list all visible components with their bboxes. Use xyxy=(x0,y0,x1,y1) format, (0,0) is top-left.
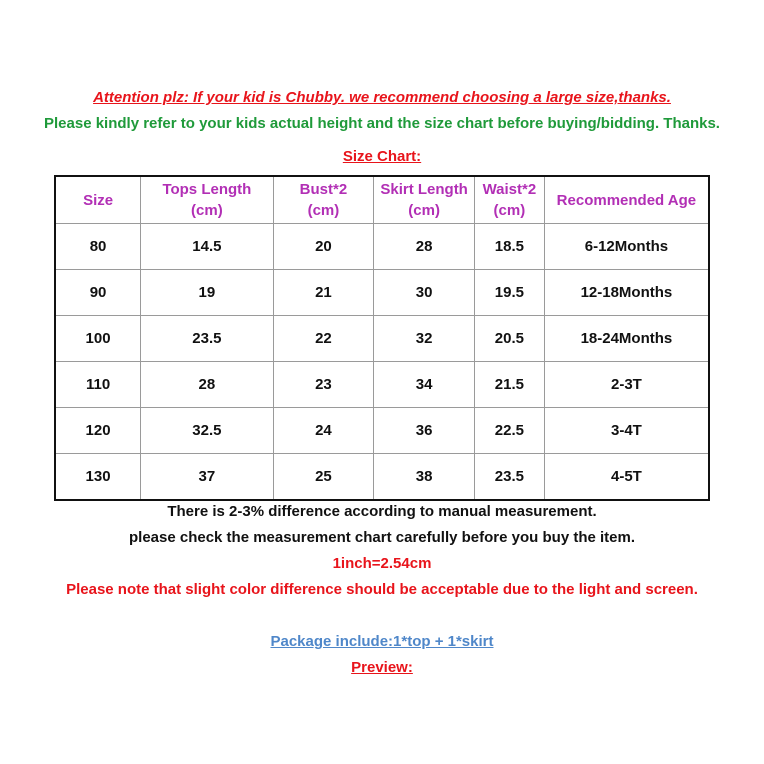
table-row xyxy=(55,454,709,501)
cell-size: 90 xyxy=(55,270,141,316)
header-tops-length: Tops Length (cm) xyxy=(141,176,273,224)
cell-skirt-length: 36 xyxy=(374,408,475,454)
cell-tops-length: 37 xyxy=(141,454,273,501)
attention-notice: Attention plz: If your kid is Chubby. we recommend choosing a large size,thanks. xyxy=(93,89,671,106)
cell-age: 3-4T xyxy=(544,408,709,454)
header-size: Size xyxy=(55,176,141,224)
cell-age: 4-5T xyxy=(544,454,709,501)
cell-tops-length: 23.5 xyxy=(141,316,273,362)
cell-size: 120 xyxy=(55,408,141,454)
measurement-difference-note: There is 2-3% difference according to manual measurement. xyxy=(167,503,597,520)
table-row xyxy=(55,362,709,408)
package-include: Package include:1*top + 1*skirt xyxy=(270,633,494,650)
check-chart-note: please check the measurement chart carefully before you buy the item. xyxy=(128,529,635,546)
header-waist: Waist*2 (cm) xyxy=(474,176,544,224)
cell-tops-length: 14.5 xyxy=(141,224,273,270)
header-skirt-length: Skirt Length (cm) xyxy=(374,176,475,224)
header-recommended-age: Recommended Age xyxy=(544,176,709,224)
cell-waist: 19.5 xyxy=(474,270,544,316)
cell-size: 100 xyxy=(55,316,141,362)
table-row xyxy=(55,224,709,270)
cell-bust: 25 xyxy=(273,454,374,501)
cell-bust: 22 xyxy=(273,316,374,362)
cell-skirt-length: 30 xyxy=(374,270,475,316)
cell-age: 6-12Months xyxy=(544,224,709,270)
cell-tops-length: 32.5 xyxy=(141,408,273,454)
cell-bust: 20 xyxy=(273,224,374,270)
cell-waist: 22.5 xyxy=(474,408,544,454)
table-row xyxy=(55,408,709,454)
cell-size: 80 xyxy=(55,224,141,270)
cell-size: 110 xyxy=(55,362,141,408)
cell-waist: 21.5 xyxy=(474,362,544,408)
inch-conversion: 1inch=2.54cm xyxy=(332,555,432,572)
size-chart-table xyxy=(54,175,710,501)
cell-skirt-length: 34 xyxy=(374,362,475,408)
cell-bust: 24 xyxy=(273,408,374,454)
table-header-row xyxy=(55,176,709,224)
cell-skirt-length: 28 xyxy=(374,224,475,270)
cell-skirt-length: 38 xyxy=(374,454,475,501)
color-difference-note: Please note that slight color difference should be acceptable due to the light and screen. xyxy=(66,581,698,598)
cell-size: 130 xyxy=(55,454,141,501)
cell-bust: 21 xyxy=(273,270,374,316)
cell-waist: 20.5 xyxy=(474,316,544,362)
cell-age: 18-24Months xyxy=(544,316,709,362)
preview-label: Preview: xyxy=(351,659,413,676)
cell-tops-length: 28 xyxy=(141,362,273,408)
cell-skirt-length: 32 xyxy=(374,316,475,362)
header-bust: Bust*2 (cm) xyxy=(273,176,374,224)
cell-tops-length: 19 xyxy=(141,270,273,316)
cell-waist: 23.5 xyxy=(474,454,544,501)
cell-age: 12-18Months xyxy=(544,270,709,316)
cell-waist: 18.5 xyxy=(474,224,544,270)
refer-instruction: Please kindly refer to your kids actual height and the size chart before buying/bidding. Thanks. xyxy=(44,115,720,132)
cell-age: 2-3T xyxy=(544,362,709,408)
table-row xyxy=(55,270,709,316)
cell-bust: 23 xyxy=(273,362,374,408)
size-chart-title: Size Chart: xyxy=(342,148,422,165)
table-row xyxy=(55,316,709,362)
